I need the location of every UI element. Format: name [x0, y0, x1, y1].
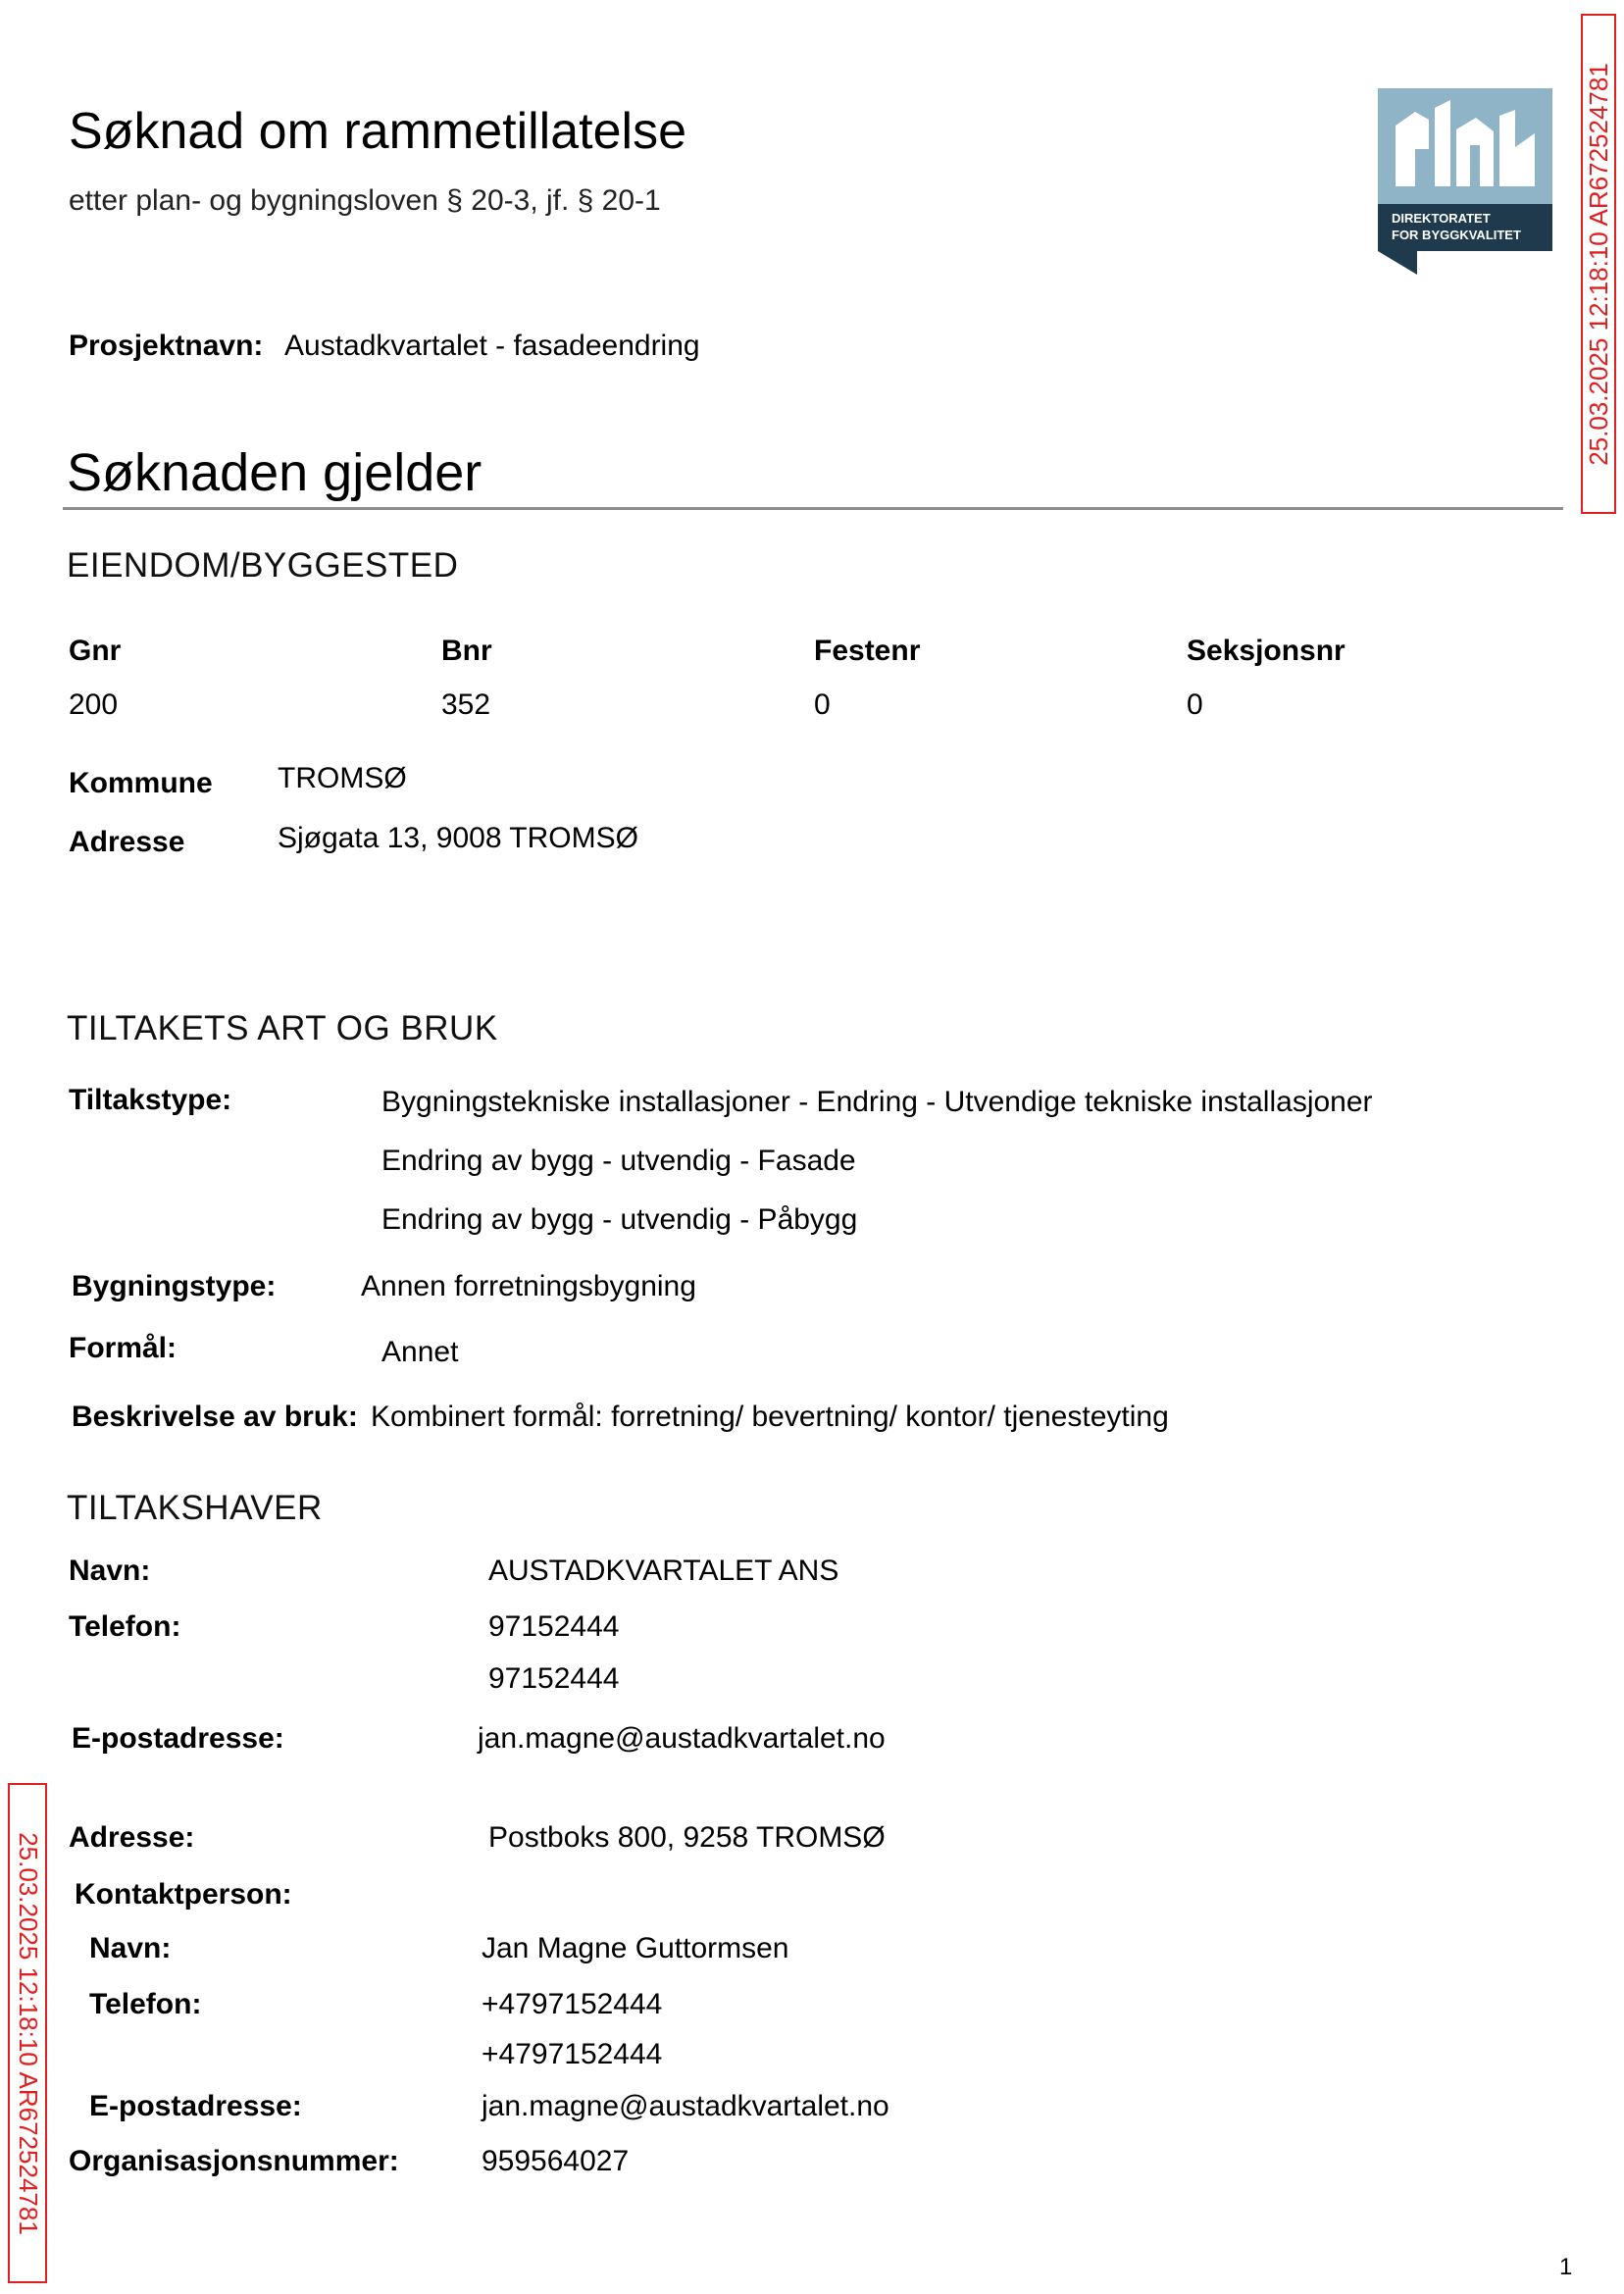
orgnr-value: 959564027 [482, 2145, 630, 2177]
festenr-value: 0 [814, 688, 831, 721]
page-number: 1 [1559, 2254, 1573, 2280]
tiltakstype-label: Tiltakstype: [69, 1084, 232, 1116]
tiltakshaver-heading: TILTAKSHAVER [67, 1489, 323, 1527]
eiendom-heading: EIENDOM/BYGGESTED [67, 546, 459, 585]
kontaktperson-label: Kontaktperson: [75, 1878, 292, 1911]
telefon-label: Telefon: [69, 1610, 181, 1643]
seksjonsnr-label: Seksjonsnr [1187, 635, 1345, 667]
tiltak-heading: TILTAKETS ART OG BRUK [67, 1009, 498, 1047]
kontakt-epost-value: jan.magne@austadkvartalet.no [482, 2090, 889, 2122]
bnr-label: Bnr [441, 635, 492, 667]
stamp-text-top: 25.03.2025 12:18:10 AR672524781 [1583, 62, 1613, 466]
dibk-logo [1378, 88, 1552, 275]
epost-label: E-postadresse: [72, 1722, 284, 1755]
timestamp-stamp-bottom [8, 1783, 47, 2283]
tiltakstype-value-3: Endring av bygg - utvendig - Påbygg [381, 1203, 858, 1236]
gnr-value: 200 [69, 688, 119, 721]
kontakt-navn-label: Navn: [89, 1932, 172, 1964]
beskrivelse-value: Kombinert formål: forretning/ bevertning/ kontor/ tjenesteyting [371, 1401, 1169, 1433]
kommune-label: Kommune [69, 767, 213, 799]
logo-text-line2: FOR BYGGKVALITET [1392, 228, 1521, 242]
bygningstype-value: Annen forretningsbygning [361, 1270, 696, 1302]
kommune-value: TROMSØ [278, 762, 407, 794]
section-heading-soknaden: Søknaden gjelder [67, 443, 482, 502]
tiltakstype-value-1: Bygningstekniske installasjoner - Endring - Utvendige tekniske installasjoner [381, 1086, 1373, 1118]
orgnr-label: Organisasjonsnummer: [69, 2145, 399, 2177]
formal-value: Annet [381, 1336, 459, 1368]
kontakt-epost-label: E-postadresse: [89, 2090, 302, 2122]
project-label: Prosjektnavn: [69, 330, 264, 362]
seksjonsnr-value: 0 [1187, 688, 1203, 721]
gnr-label: Gnr [69, 635, 122, 667]
formal-label: Formål: [69, 1332, 178, 1364]
beskrivelse-label: Beskrivelse av bruk: [72, 1401, 358, 1433]
epost-value: jan.magne@austadkvartalet.no [478, 1722, 886, 1755]
navn-value: AUSTADKVARTALET ANS [488, 1555, 839, 1587]
document-subtitle: etter plan- og bygningsloven § 20-3, jf. § 20-1 [69, 184, 661, 217]
telefon-value-1: 97152444 [488, 1610, 620, 1643]
kontakt-telefon-label: Telefon: [89, 1988, 202, 2020]
kontakt-telefon-value-1: +4797152444 [482, 1988, 663, 2020]
navn-label: Navn: [69, 1555, 151, 1587]
tiltakshaver-adresse-value: Postboks 800, 9258 TROMSØ [488, 1821, 886, 1854]
bygningstype-label: Bygningstype: [72, 1270, 277, 1302]
kontakt-navn-value: Jan Magne Guttormsen [482, 1932, 789, 1964]
logo-text-line1: DIREKTORATET [1392, 211, 1491, 226]
adresse-value: Sjøgata 13, 9008 TROMSØ [278, 822, 638, 854]
stamp-text-bottom: 25.03.2025 12:18:10 AR672524781 [13, 1831, 43, 2235]
project-value: Austadkvartalet - fasadeendring [284, 330, 700, 362]
telefon-value-2: 97152444 [488, 1662, 620, 1695]
tiltakshaver-adresse-label: Adresse: [69, 1821, 195, 1854]
section-divider [63, 507, 1563, 510]
tiltakstype-value-2: Endring av bygg - utvendig - Fasade [381, 1145, 856, 1177]
timestamp-stamp-top [1581, 14, 1616, 514]
kontakt-telefon-value-2: +4797152444 [482, 2038, 663, 2070]
dibk-logo-icon [1378, 88, 1552, 275]
document-title: Søknad om rammetillatelse [69, 103, 686, 160]
adresse-label: Adresse [69, 826, 185, 858]
bnr-value: 352 [441, 688, 491, 721]
festenr-label: Festenr [814, 635, 921, 667]
